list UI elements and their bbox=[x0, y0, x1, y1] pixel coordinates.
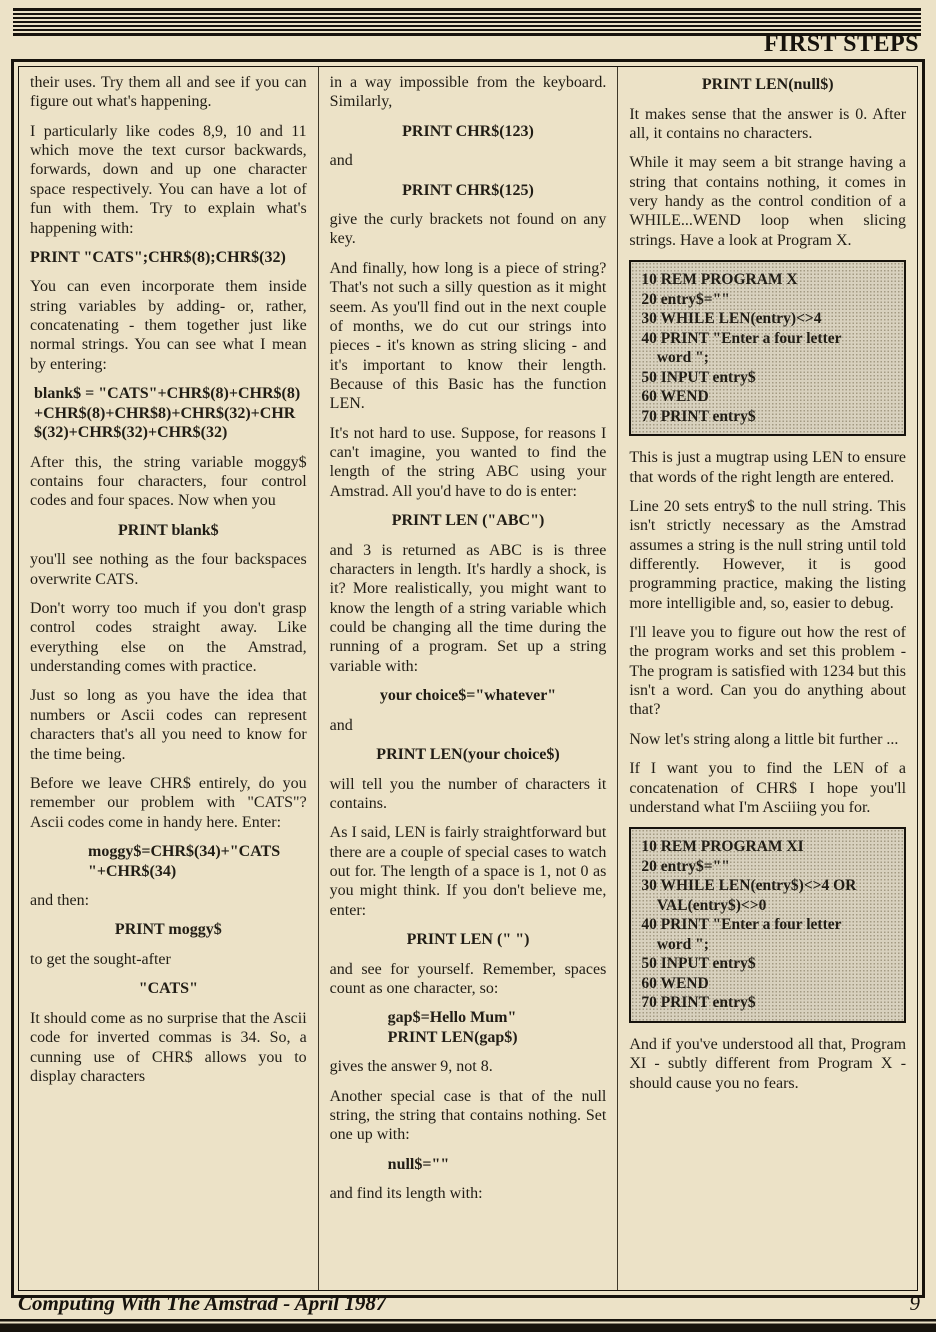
paragraph: you'll see nothing as the four backspaces overwrite CATS. bbox=[30, 551, 307, 588]
paragraph: their uses. Try them all and see if you can figure out what's happening. bbox=[30, 74, 307, 111]
paragraph: It makes sense that the answer is 0. After all, it contains no characters. bbox=[629, 105, 907, 142]
code-line: PRINT blank$ bbox=[118, 521, 219, 539]
code-line: PRINT "CATS";CHR$(8);CHR$(32) bbox=[30, 248, 286, 266]
paragraph: And finally, how long is a piece of string? That's not such a silly question as it might seem. As you'll find out in the next couple of months, we do cut our strings into pieces - it's known as string slicing - and it's important to know their length. Because of this Basic has the function LEN. bbox=[329, 259, 607, 413]
paragraph: While it may seem a bit strange having a string that contains nothing, it comes in very handy as the control condition of a WHILE...WEND loop when slicing strings. Have a look at Program X. bbox=[629, 154, 907, 249]
program-code-line: 30 WHILE LEN(entry)<>4 bbox=[641, 310, 822, 328]
paragraph: You can even incorporate them inside string variables by adding- or, rather, concatenating - them together just like normal strings. You can see what I mean by entering: bbox=[30, 278, 307, 373]
program-code-line: 10 REM PROGRAM X bbox=[641, 271, 798, 289]
rule-line bbox=[13, 8, 921, 11]
column-2 bbox=[318, 67, 618, 1290]
column-1 bbox=[19, 67, 318, 1290]
code-block bbox=[30, 842, 307, 881]
program-code-line: 30 WHILE LEN(entry$)<>4 OR bbox=[641, 877, 857, 895]
program-code-line: 10 REM PROGRAM XI bbox=[641, 838, 804, 856]
paragraph: and bbox=[329, 152, 353, 170]
paragraph: I particularly like codes 8,9, 10 and 11 which move the text cursor backwards, forwards, down and up one character space respectively. You can have a lot of fun with them. Try to explain what's happening with: bbox=[30, 122, 307, 237]
content-box bbox=[11, 59, 925, 1298]
paragraph: Just so long as you have the idea that numbers or Ascii codes can represent characters that's all you need to know for the time being. bbox=[30, 687, 307, 763]
code-line: your choice$="whatever" bbox=[379, 687, 557, 705]
paragraph: will tell you the number of characters it contains. bbox=[329, 775, 607, 812]
code-block bbox=[330, 745, 607, 765]
code-line: PRINT LEN(null$) bbox=[701, 76, 834, 93]
paragraph: As I said, LEN is fairly straightforward but there are a couple of special cases to watch out for. The length of a space is 1, not 0 as you might think. If you don't believe me, enter: bbox=[329, 824, 607, 919]
program-code-line: 20 entry$="" bbox=[641, 290, 730, 308]
program-code-line: 70 PRINT entry$ bbox=[641, 407, 756, 425]
program-code-line: 40 PRINT "Enter a four letter bbox=[641, 329, 842, 347]
paragraph: Don't worry too much if you don't grasp control codes straight away. Like everything else on the Amstrad, understanding comes with practice. bbox=[30, 600, 307, 676]
code-block bbox=[330, 181, 607, 201]
paragraph: And if you've understood all that, Program XI - subtly different from Program X - should cause you no fears. bbox=[629, 1035, 907, 1092]
code-block bbox=[30, 521, 307, 541]
paragraph: and 3 is returned as ABC is is three characters in length. It's hardly a shock, is it? More realistically, you might want to know the length of a string variable which could be changing all the time during the running of a program. Set up a string variable with: bbox=[329, 541, 607, 675]
paragraph: Line 20 sets entry$ to the null string. This isn't strictly necessary as the Amstrad assumes a string is the null string until told differently. However, it is good programming practice, making the listing more intelligible and, so, easier to debug. bbox=[629, 497, 907, 612]
program-code-line: 70 PRINT entry$ bbox=[641, 994, 756, 1012]
paragraph: in a way impossible from the keyboard. Similarly, bbox=[329, 74, 607, 111]
code-block bbox=[330, 511, 607, 531]
code-block bbox=[330, 1008, 607, 1047]
paragraph: to get the sought-after bbox=[30, 950, 171, 968]
rule-line bbox=[13, 21, 921, 23]
code-line: PRINT CHR$(123) bbox=[402, 122, 534, 140]
code-line: blank$ = "CATS"+CHR$(8)+CHR$(8)+CHR$(8)+CHR$8)+CHR$(32)+CHR$(32)+CHR$(32)+CHR$(32) bbox=[34, 385, 301, 442]
program-code-line: 50 INPUT entry$ bbox=[641, 955, 756, 973]
code-line: gap$=Hello Mum" bbox=[387, 1009, 517, 1027]
code-line: PRINT LEN ("ABC") bbox=[391, 512, 545, 530]
paragraph: and find its length with: bbox=[329, 1185, 483, 1203]
paragraph: gives the answer 9, not 8. bbox=[329, 1058, 493, 1076]
column-3 bbox=[617, 67, 917, 1290]
paragraph: Now let's string along a little bit further ... bbox=[629, 730, 899, 748]
paragraph: After this, the string variable moggy$ contains four characters, four control codes and four spaces. Now when you bbox=[30, 453, 307, 510]
code-block bbox=[30, 248, 307, 268]
program-code-line: 40 PRINT "Enter a four letter bbox=[641, 916, 842, 934]
program-xi-listing bbox=[629, 827, 906, 1023]
magazine-title: Computing With The Amstrad - April 1987 bbox=[18, 1291, 387, 1315]
paragraph: This is just a mugtrap using LEN to ensure that words of the right length are entered. bbox=[629, 449, 907, 486]
code-line: PRINT LEN(gap$) bbox=[387, 1028, 518, 1046]
code-line: PRINT moggy$ bbox=[114, 921, 222, 939]
paragraph: Another special case is that of the null string, the string that contains nothing. Set one up with: bbox=[329, 1087, 607, 1144]
paragraph: It should come as no surprise that the Ascii code for inverted commas is 34. So, a cunning use of CHR$ allows you to display characters bbox=[30, 1009, 307, 1085]
bottom-rule-bar bbox=[0, 1319, 936, 1332]
code-line: PRINT LEN (" ") bbox=[406, 931, 530, 949]
code-line: "CATS" bbox=[138, 980, 198, 998]
code-block bbox=[330, 122, 607, 142]
code-block bbox=[330, 930, 607, 950]
code-block bbox=[30, 920, 307, 940]
paragraph: Before we leave CHR$ entirely, do you remember our problem with "CATS"? Ascii codes come in handy here. Enter: bbox=[30, 774, 307, 831]
code-line: PRINT LEN(your choice$) bbox=[376, 746, 560, 764]
code-block bbox=[330, 1155, 607, 1175]
page-title: FIRST STEPS bbox=[763, 31, 919, 57]
program-code-line: 60 WEND bbox=[641, 974, 709, 992]
rule-line bbox=[13, 17, 921, 19]
code-line: "+CHR$(34) bbox=[88, 862, 177, 880]
page-footer bbox=[18, 1291, 920, 1316]
content-inner bbox=[18, 66, 918, 1291]
paragraph: I'll leave you to figure out how the rest of the program works and set this problem - The program is satisfied with 1234 but this isn't a word. Can you do anything about that? bbox=[629, 624, 907, 719]
code-line: PRINT CHR$(125) bbox=[402, 181, 534, 199]
code-block bbox=[330, 686, 607, 706]
paragraph: and see for yourself. Remember, spaces count as one character, so: bbox=[329, 960, 607, 997]
paragraph: If I want you to find the LEN of a concatenation of CHR$ I hope you'll understand what I'm Asciiing you for. bbox=[629, 760, 907, 816]
rule-line bbox=[13, 13, 921, 15]
program-code-line: 50 INPUT entry$ bbox=[641, 368, 756, 386]
paragraph: and bbox=[329, 716, 353, 734]
program-code-line: VAL(entry$)<>0 bbox=[641, 896, 767, 914]
code-block bbox=[30, 979, 307, 999]
paragraph: and then: bbox=[30, 892, 90, 910]
rule-line bbox=[13, 25, 921, 27]
code-block bbox=[629, 75, 906, 95]
program-code-line: word "; bbox=[641, 349, 709, 367]
program-code-line: 60 WEND bbox=[641, 388, 709, 406]
code-line: moggy$=CHR$(34)+"CATS bbox=[88, 843, 281, 860]
code-block bbox=[30, 384, 307, 443]
program-x-listing bbox=[629, 260, 906, 436]
page-number: 9 bbox=[909, 1291, 920, 1315]
program-code-line: word "; bbox=[641, 935, 709, 953]
program-code-line: 20 entry$="" bbox=[641, 857, 730, 875]
paragraph: It's not hard to use. Suppose, for reasons I can't imagine, you wanted to find the length of the string ABC using your Amstrad. All you'd have to do is enter: bbox=[329, 424, 607, 500]
code-line: null$="" bbox=[387, 1155, 450, 1173]
paragraph: give the curly brackets not found on any key. bbox=[329, 211, 607, 248]
